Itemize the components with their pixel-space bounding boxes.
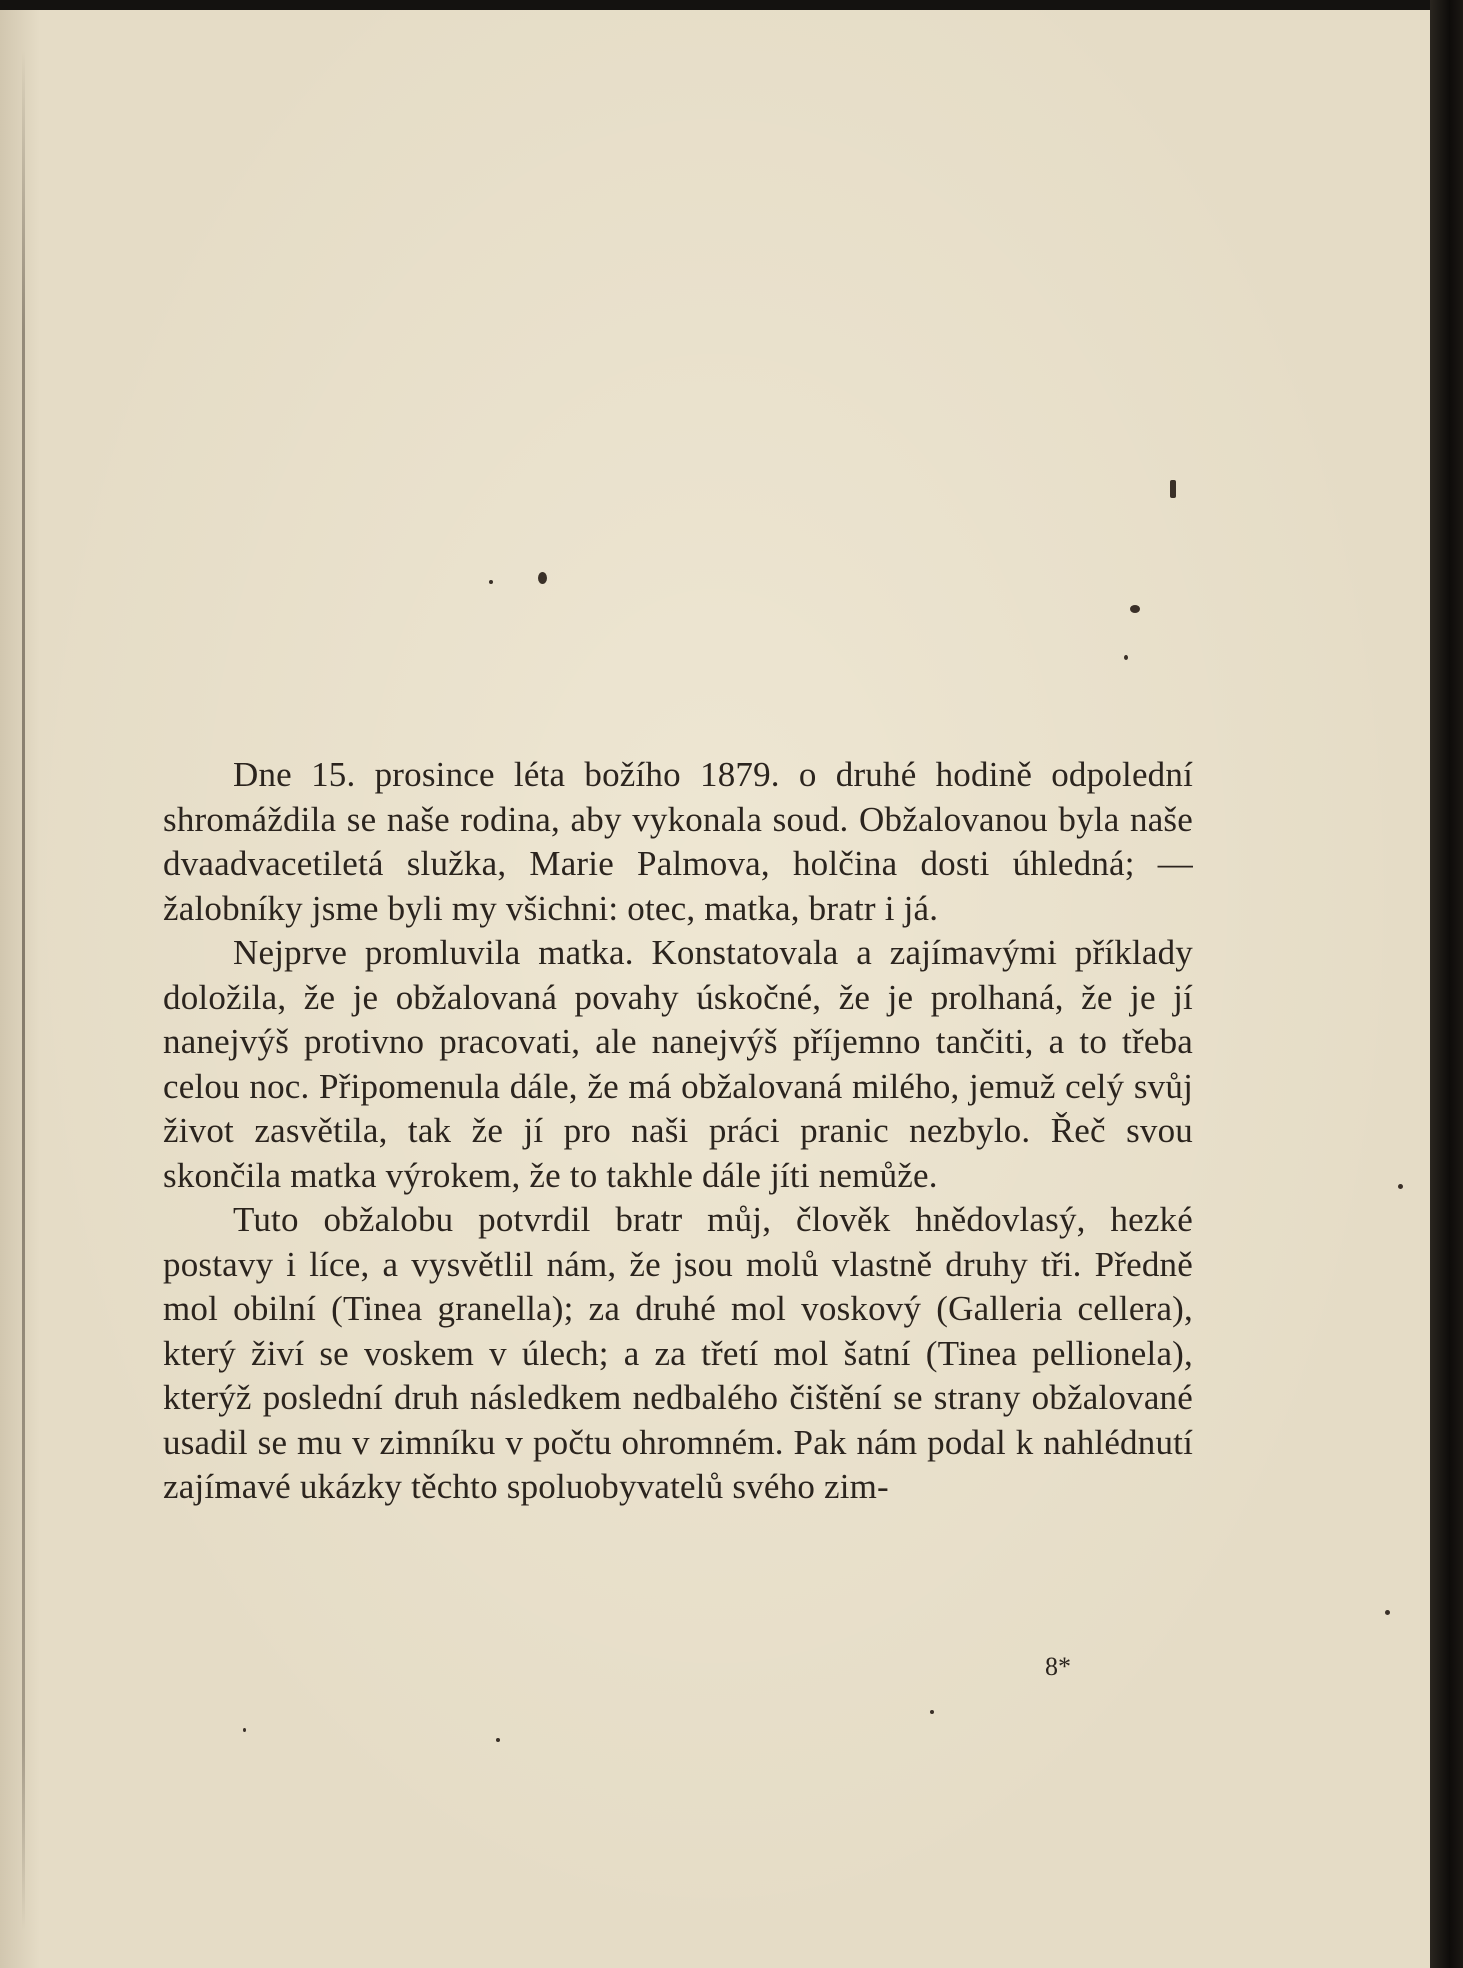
scan-right-edge	[1430, 0, 1463, 1968]
ink-speck	[1170, 480, 1176, 498]
ink-speck	[243, 1728, 246, 1732]
paragraph: Tuto obžalobu potvrdil bratr můj, člověk hnědovlasý, hezké postavy i líce, a vysvětlil nám, že jsou molů vlastně druhy tři. Předně mol obilní (Tinea granella); za druhé mol voskový (Galleria cellera), který živí se voskem v úlech; a za třetí mol šatní (Tinea pellionela), kterýž poslední druh následkem nedbalého čištění se strany obžalované usadil se mu v zimníku v počtu ohromném. Pak nám podal k nahlédnutí zajímavé ukázky těchto spoluobyvatelů svého zim-	[163, 1200, 1193, 1506]
page-gutter-shadow	[22, 50, 25, 1930]
scan-top-edge	[0, 0, 1463, 10]
ink-speck	[1385, 1610, 1390, 1615]
ink-speck	[1398, 1184, 1403, 1189]
ink-speck	[1124, 655, 1128, 660]
ink-speck	[538, 572, 547, 584]
ink-speck	[930, 1710, 934, 1714]
ink-speck	[1130, 605, 1140, 613]
paragraph: Dne 15. prosince léta božího 1879. o druhé hodině odpolední shromáždila se naše rodina, aby vykonala soud. Obžalovanou byla naše dvaadvacetiletá služka, Marie Palmova, holčina dosti úhledná; — žalobníky jsme byli my všichni: otec, matka, bratr i já.	[163, 755, 1193, 928]
book-page	[0, 10, 1430, 1968]
ink-speck	[496, 1738, 500, 1742]
ink-speck	[489, 580, 493, 584]
signature-mark: 8*	[1045, 1652, 1071, 1681]
body-text	[163, 753, 1193, 1510]
paragraph: Nejprve promluvila matka. Konstatovala a zajímavými příklady doložila, že je obžalovaná povahy úskočné, že je prolhaná, že je jí nanejvýš protivno pracovati, ale nanejvýš příjemno tančiti, a to třeba celou noc. Připomenula dále, že má obžalovaná milého, jemuž celý svůj život zasvětila, tak že jí pro naši práci pranic nezbylo. Řeč svou skončila matka výrokem, že to takhle dále jíti nemůže.	[163, 933, 1193, 1195]
